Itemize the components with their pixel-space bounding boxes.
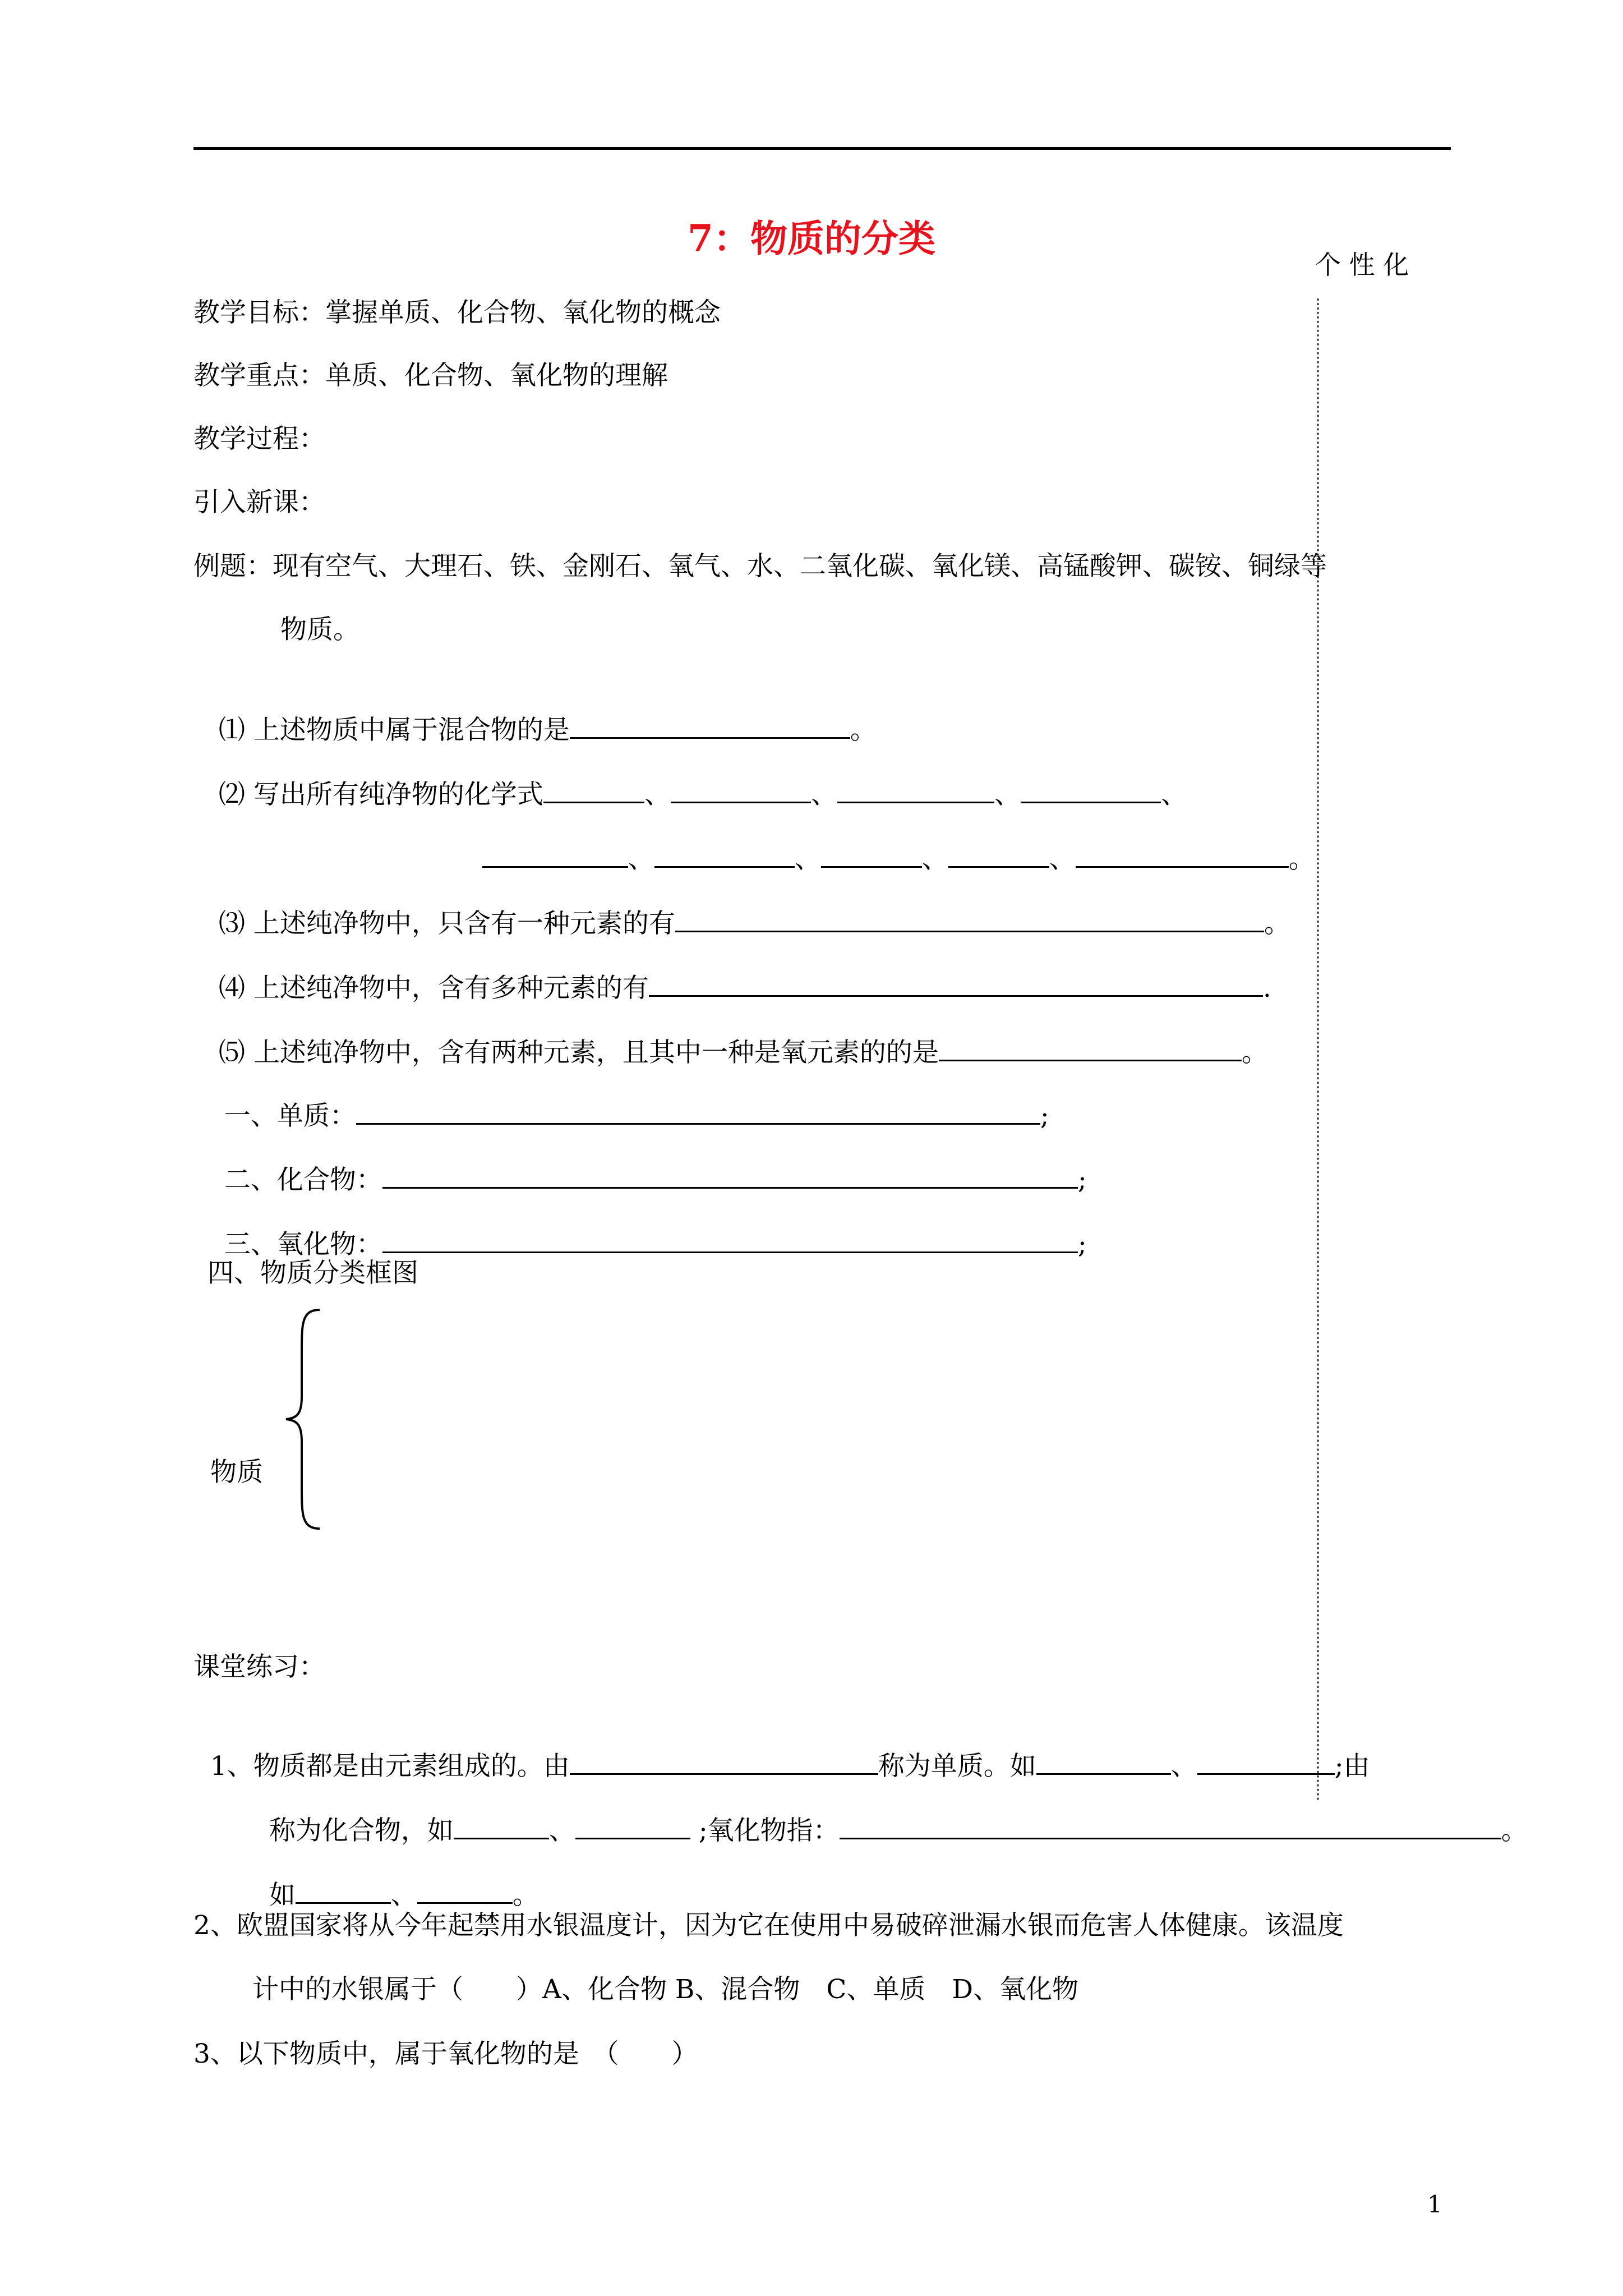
answer-blank[interactable] (675, 906, 1264, 932)
separator: 、 (548, 1815, 575, 1846)
separator: 、 (1049, 844, 1076, 875)
answer-blank[interactable] (840, 1813, 1501, 1839)
answer-blank[interactable] (1021, 777, 1161, 803)
separator: 、 (644, 779, 671, 810)
concept-compound (208, 1129, 1087, 1197)
answer-blank[interactable] (575, 1813, 690, 1839)
exercise-3: 3、以下物质中，属于氧化物的是 （ ） (193, 2039, 698, 2069)
separator: 、 (390, 1880, 417, 1911)
exercise-1-line-2 (252, 1779, 1528, 1848)
answer-blank[interactable] (654, 841, 795, 868)
period: 。 (1264, 908, 1290, 939)
key-points-text: 教学重点：单质、化合物、氧化物的理解 (193, 360, 668, 391)
answer-blank[interactable] (671, 777, 811, 803)
question-2 (202, 743, 1187, 812)
exercise-text: 称为单质。如 (878, 1751, 1036, 1782)
exercise-1-line-3 (252, 1844, 539, 1912)
answer-blank[interactable] (821, 841, 922, 868)
answer-blank[interactable] (649, 970, 1263, 997)
answer-blank[interactable] (482, 841, 628, 868)
objective-text: 教学目标：掌握单质、化合物、氧化物的概念 (193, 297, 721, 328)
answer-blank[interactable] (948, 841, 1049, 868)
exercise-text: ;氧化物指： (698, 1815, 840, 1846)
page-title: 7：物质的分类 (688, 217, 935, 260)
period: 。 (512, 1880, 539, 1911)
answer-blank[interactable] (382, 1162, 1078, 1189)
question-4-text: ⑷ 上述纯净物中，含有多种元素的有 (218, 973, 649, 1004)
intro-heading: 引入新课： (193, 487, 325, 518)
concept-label: 一、单质： (224, 1101, 356, 1131)
exercise-heading: 课堂练习： (193, 1651, 325, 1682)
concept-diagram-heading: 四、物质分类框图 (208, 1258, 418, 1289)
exercise-text: 如 (269, 1880, 296, 1911)
question-1 (202, 679, 877, 747)
period: 。 (1501, 1815, 1528, 1846)
question-3 (202, 872, 1290, 941)
exercise-text: 称为化合物，如 (269, 1815, 454, 1846)
concept-label: 二、化合物： (224, 1165, 382, 1195)
diagram-root-label: 物质 (210, 1457, 263, 1488)
period: 。 (850, 715, 877, 746)
question-5-text: ⑸ 上述纯净物中，含有两种元素，且其中一种是氧元素的的是 (218, 1037, 939, 1068)
separator: 、 (994, 779, 1021, 810)
exercise-1-line-1 (193, 1715, 1370, 1783)
question-5 (202, 1001, 1268, 1070)
period: . (1262, 973, 1271, 1004)
separator: 、 (1170, 1751, 1197, 1782)
concept-label: 三、氧化物： (224, 1229, 382, 1260)
semicolon: ; (1040, 1101, 1049, 1131)
answer-blank[interactable] (382, 1227, 1078, 1253)
answer-blank[interactable] (417, 1878, 513, 1904)
semicolon: ; (1077, 1229, 1087, 1260)
period: 。 (1288, 844, 1315, 875)
exercise-2-line-1: 2、欧盟国家将从今年起禁用水银温度计，因为它在使用中易破碎泄漏水银而危害人体健康。该温度 (193, 1910, 1344, 1941)
page-number: 1 (1427, 2191, 1442, 2218)
semicolon: ; (1077, 1165, 1087, 1195)
period: 。 (1241, 1037, 1268, 1068)
answer-blank[interactable] (296, 1878, 391, 1904)
answer-blank[interactable] (570, 712, 850, 739)
answer-blank[interactable] (1036, 1749, 1171, 1775)
process-heading: 教学过程： (193, 424, 325, 454)
answer-blank[interactable] (939, 1035, 1242, 1061)
separator: 、 (921, 844, 948, 875)
exercise-2-line-2: 计中的水银属于（ ）A、化合物 B、混合物 C、单质 D、氧化物 (252, 1974, 1079, 2005)
separator: 、 (1160, 779, 1187, 810)
separator: 、 (628, 844, 654, 875)
separator: 、 (810, 779, 837, 810)
margin-divider (1317, 298, 1319, 1802)
answer-blank[interactable] (543, 777, 644, 803)
question-2-cont (465, 808, 1315, 876)
exercise-text: 1、物质都是由元素组成的。由 (210, 1751, 570, 1782)
header-rule (193, 147, 1451, 150)
concept-oxide (208, 1193, 1087, 1262)
concept-element (208, 1065, 1049, 1133)
example-line-1: 例题：现有空气、大理石、铁、金刚石、氧气、水、二氧化碳、氧化镁、高锰酸钾、碳铵、铜绿等 (193, 551, 1327, 582)
question-4 (202, 937, 1271, 1005)
question-2-text: ⑵ 写出所有纯净物的化学式 (218, 779, 543, 810)
exercise-text: ;由 (1334, 1751, 1370, 1782)
separator: 、 (794, 844, 821, 875)
side-column-label: 个 性 化 (1315, 250, 1409, 280)
answer-blank[interactable] (356, 1098, 1040, 1125)
answer-blank[interactable] (454, 1813, 549, 1839)
answer-blank[interactable] (1197, 1749, 1335, 1775)
question-1-text: ⑴ 上述物质中属于混合物的是 (218, 715, 570, 746)
answer-blank[interactable] (1076, 841, 1289, 868)
answer-blank[interactable] (570, 1749, 878, 1775)
answer-blank[interactable] (837, 777, 994, 803)
brace-icon (280, 1307, 325, 1531)
example-line-2: 物质。 (280, 614, 359, 645)
question-3-text: ⑶ 上述纯净物中，只含有一种元素的有 (218, 908, 675, 939)
